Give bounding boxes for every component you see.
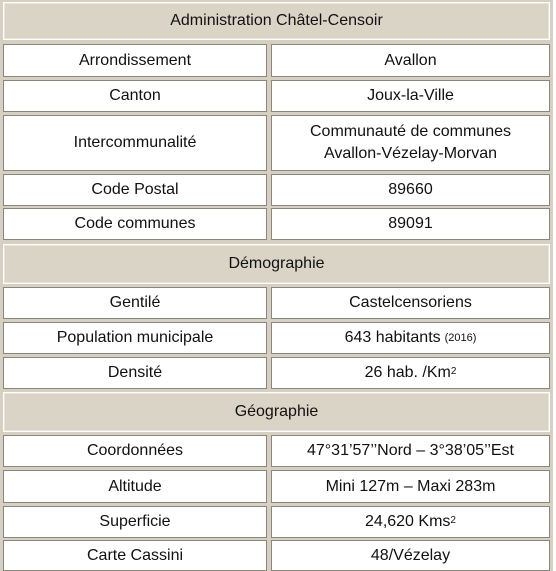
value-gentile: Castelcensoriens <box>271 287 550 319</box>
value-carte-cassini: 48/Vézelay <box>271 540 550 571</box>
densite-value: 26 hab. /Km <box>364 364 451 381</box>
label-gentile: Gentilé <box>3 287 267 319</box>
section-title: Administration Châtel-Censoir <box>170 12 383 29</box>
label-densite: Densité <box>3 357 267 389</box>
value-line: Communauté de communes <box>310 123 511 140</box>
label-coordonnees: Coordonnées <box>3 435 267 467</box>
label-population: Population municipale <box>3 322 267 354</box>
value-arrondissement: Avallon <box>271 44 550 77</box>
label-code-communes: Code communes <box>3 208 267 240</box>
label-carte-cassini: Carte Cassini <box>3 540 267 571</box>
value-superficie: 24,620 Kms $^2$ <box>271 506 550 538</box>
population-value: 643 habitants <box>344 329 441 346</box>
label-intercommunalite: Intercommunalité <box>3 115 267 171</box>
value-canton: Joux-la-Ville <box>271 80 550 112</box>
value-code-communes: 89091 <box>271 208 550 240</box>
section-title: Géographie <box>234 403 319 420</box>
superficie-value: 24,620 Kms <box>365 513 451 530</box>
label-altitude: Altitude <box>3 470 267 503</box>
label-arrondissement: Arrondissement <box>3 44 267 77</box>
label-canton: Canton <box>3 80 267 112</box>
population-year: (2016) <box>444 332 477 344</box>
section-title: Démographie <box>228 255 325 272</box>
section-header-demographie <box>3 244 550 284</box>
label-superficie: Superficie <box>3 506 267 538</box>
section-header-geographie <box>3 392 550 432</box>
section-header-administration <box>3 2 550 40</box>
label-code-postal: Code Postal <box>3 174 267 206</box>
value-intercommunalite <box>271 115 550 171</box>
value-line: Avallon-Vézelay-Morvan <box>323 145 498 162</box>
value-code-postal: 89660 <box>271 174 550 206</box>
value-coordonnees: 47°31’57’’Nord – 3°38’05’’Est <box>271 435 550 467</box>
value-altitude: Mini 127m – Maxi 283m <box>271 470 550 503</box>
value-densite: 26 hab. /Km $^2$ <box>271 357 550 389</box>
value-population <box>271 322 550 354</box>
